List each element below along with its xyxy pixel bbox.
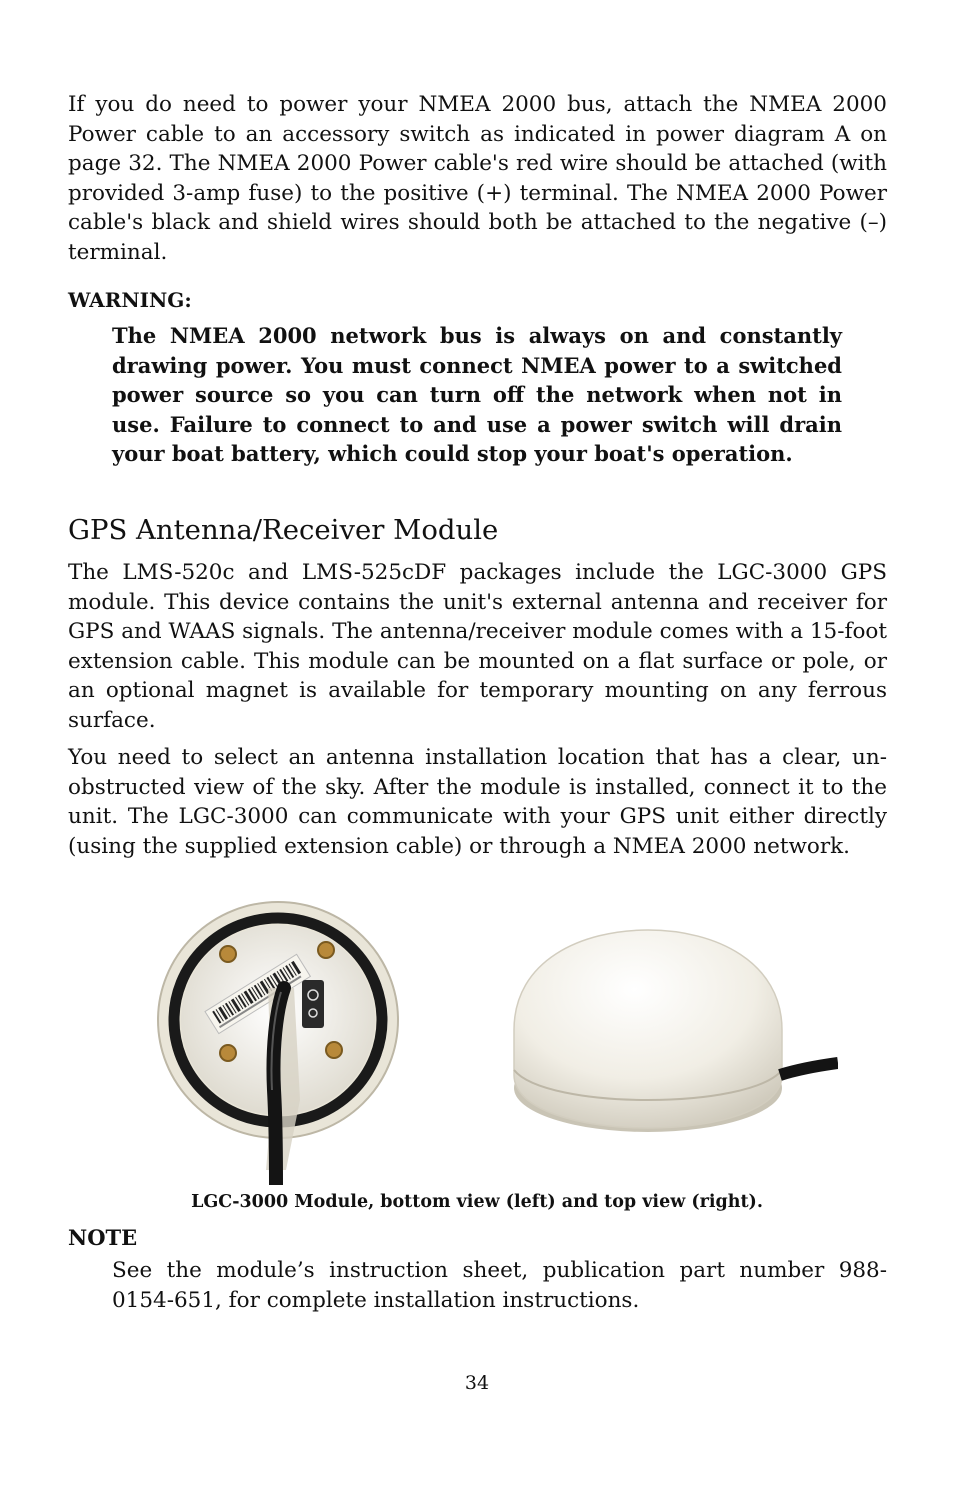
figure-caption: LGC-3000 Module, bottom view (left) and top view (right). <box>191 1192 763 1212</box>
dome-housing <box>514 930 782 1128</box>
module-description-paragraph: The LMS-520c and LMS-525cDF packages include the LGC-3000 GPS module. This device contains the unit's external antenna and receiver for GPS and WAAS signals. The antenna/receiver module comes with a 15-foot extension cable. This module can be mounted on a flat surface or pole, or an optional magnet is available for temporary mounting on any ferrous surface. <box>68 560 887 733</box>
mount-screw <box>220 946 236 962</box>
mount-screw <box>326 1042 342 1058</box>
module-bottom-view <box>158 902 398 1185</box>
page-number: 34 <box>464 1372 490 1394</box>
mount-screw <box>318 942 334 958</box>
installation-location-paragraph: You need to select an antenna installation location that has a clear, un-obstructed view of the sky. After the module is installed, connect it to the unit. The LGC-3000 can communicate with your GPS unit either directly (using the supplied extension cable) or through a NMEA 2000 network. <box>68 745 887 859</box>
cable <box>780 1063 838 1075</box>
note-label: NOTE <box>68 1225 138 1250</box>
warning-label: WARNING: <box>68 288 192 312</box>
note-text: See the module’s instruction sheet, publication part number 988-0154-651, for complete installation instructions. <box>112 1258 887 1313</box>
module-photos <box>116 870 838 1185</box>
module-top-view <box>514 930 838 1132</box>
section-heading: GPS Antenna/Receiver Module <box>68 514 499 546</box>
ce-label <box>302 980 324 1028</box>
module-photo-figure <box>116 870 838 1185</box>
warning-text: The NMEA 2000 network bus is always on and constantly drawing power. You must connect NMEA power to a switched power source so you can turn off the network when not in use. Failure to connect to and use a power switch will drain your boat battery, which could stop your boat's operation. <box>112 323 842 467</box>
intro-paragraph: If you do need to power your NMEA 2000 bus, attach the NMEA 2000 Power cable to an accessory switch as indicated in power diagram A on page 32. The NMEA 2000 Power cable's red wire should be attached (with provided 3-amp fuse) to the positive (+) terminal. The NMEA 2000 Power cable's black and shield wires should both be attached to the negative (–) terminal. <box>68 92 887 265</box>
mount-screw <box>220 1045 236 1061</box>
